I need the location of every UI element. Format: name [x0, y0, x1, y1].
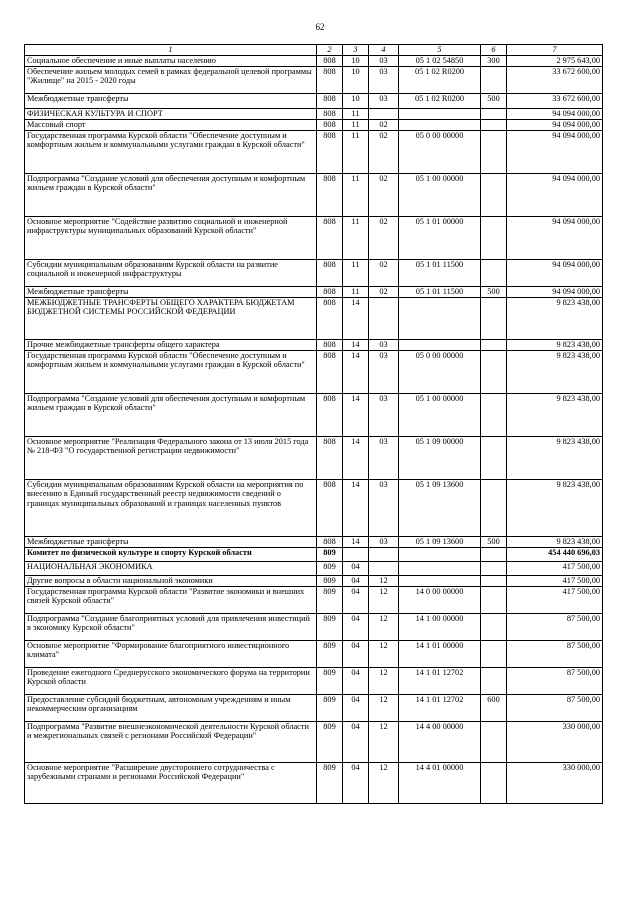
row-ministry-cell: 809: [317, 722, 343, 763]
row-ministry-cell: 808: [317, 217, 343, 260]
row-subsection-cell: [369, 298, 399, 340]
row-expense-type-cell: [481, 641, 507, 668]
row-target-article-cell: 05 0 00 00000: [399, 131, 481, 174]
table-row: [25, 576, 603, 587]
row-amount-cell: 330 000,00: [507, 763, 603, 804]
row-name-cell: Основное мероприятие "Формирование благоприятного инвестиционного климата": [25, 641, 317, 668]
row-section-cell: 04: [343, 614, 369, 641]
row-section-cell: 14: [343, 298, 369, 340]
row-section-cell: 11: [343, 217, 369, 260]
row-section-cell: 11: [343, 131, 369, 174]
row-ministry-cell: 808: [317, 351, 343, 394]
row-subsection-cell: 12: [369, 763, 399, 804]
row-expense-type-cell: 600: [481, 695, 507, 722]
col-header-amount: 7: [507, 45, 603, 56]
row-target-article-cell: 05 1 01 11500: [399, 287, 481, 298]
row-amount-cell: 417 500,00: [507, 562, 603, 576]
row-section-cell: 04: [343, 668, 369, 695]
row-ministry-cell: 808: [317, 94, 343, 109]
table-row: [25, 120, 603, 131]
row-subsection-cell: 02: [369, 174, 399, 217]
row-subsection-cell: [369, 562, 399, 576]
budget-table: [24, 44, 603, 804]
row-subsection-cell: 03: [369, 351, 399, 394]
row-subsection-cell: 03: [369, 94, 399, 109]
table-row: [25, 67, 603, 94]
row-amount-cell: 417 500,00: [507, 587, 603, 614]
row-target-article-cell: [399, 298, 481, 340]
row-name-cell: Подпрограмма "Развитие внешнеэкономической деятельности Курской области и межрегиональных связей с регионами Российской Федерации": [25, 722, 317, 763]
row-subsection-cell: 02: [369, 131, 399, 174]
row-name-cell: Основное мероприятие "Реализация Федерального закона от 13 июля 2015 года № 218-ФЗ "О государственной регистрации недвижимости": [25, 437, 317, 480]
row-name-cell: Основное мероприятие "Содействие развитию социальной и инженерной инфраструктуры муниципальных образований Курской области": [25, 217, 317, 260]
row-ministry-cell: 809: [317, 587, 343, 614]
col-header-expense-type: 6: [481, 45, 507, 56]
row-ministry-cell: 808: [317, 109, 343, 120]
table-row: [25, 614, 603, 641]
row-amount-cell: 33 672 600,00: [507, 94, 603, 109]
row-section-cell: 04: [343, 562, 369, 576]
row-section-cell: 14: [343, 394, 369, 437]
table-row: [25, 641, 603, 668]
row-section-cell: 14: [343, 480, 369, 537]
header-row: [25, 45, 603, 56]
row-name-cell: Субсидии муниципальным образованиям Курской области на развитие социальной и инженерной инфраструктуры: [25, 260, 317, 287]
row-target-article-cell: [399, 109, 481, 120]
row-subsection-cell: 12: [369, 695, 399, 722]
row-amount-cell: 94 094 000,00: [507, 287, 603, 298]
table-row: [25, 260, 603, 287]
row-name-cell: Обеспечение жильем молодых семей в рамках федеральной целевой программы "Жилище" на 2015 - 2020 годы: [25, 67, 317, 94]
row-name-cell: Основное мероприятие "Расширение двустороннего сотрудничества с зарубежными странами и регионами Российской Федерации": [25, 763, 317, 804]
row-subsection-cell: 02: [369, 217, 399, 260]
row-name-cell: Массовый спорт: [25, 120, 317, 131]
table-row: [25, 109, 603, 120]
row-amount-cell: 330 000,00: [507, 722, 603, 763]
row-target-article-cell: 05 1 02 R0200: [399, 67, 481, 94]
row-target-article-cell: 05 1 00 00000: [399, 174, 481, 217]
col-header-subsection: 4: [369, 45, 399, 56]
row-section-cell: 11: [343, 109, 369, 120]
row-expense-type-cell: [481, 614, 507, 641]
row-target-article-cell: 14 1 00 00000: [399, 614, 481, 641]
row-name-cell: Подпрограмма "Создание условий для обеспечения доступным и комфортным жильем граждан в Курской области": [25, 174, 317, 217]
row-subsection-cell: 12: [369, 722, 399, 763]
row-ministry-cell: 809: [317, 763, 343, 804]
row-section-cell: 10: [343, 94, 369, 109]
row-subsection-cell: 03: [369, 480, 399, 537]
row-target-article-cell: 05 1 00 00000: [399, 394, 481, 437]
row-amount-cell: 87 500,00: [507, 668, 603, 695]
row-amount-cell: 33 672 600,00: [507, 67, 603, 94]
row-target-article-cell: 05 1 02 54850: [399, 56, 481, 67]
row-ministry-cell: 808: [317, 260, 343, 287]
row-expense-type-cell: [481, 131, 507, 174]
row-name-cell: Предоставление субсидий бюджетным, автономным учреждениям и иным некоммерческим организациям: [25, 695, 317, 722]
row-subsection-cell: [369, 109, 399, 120]
row-expense-type-cell: [481, 437, 507, 480]
row-target-article-cell: [399, 562, 481, 576]
row-name-cell: Подпрограмма "Создание условий для обеспечения доступным и комфортным жильем граждан в Курской области": [25, 394, 317, 437]
table-row: [25, 287, 603, 298]
table-row: [25, 340, 603, 351]
row-ministry-cell: 809: [317, 668, 343, 695]
row-section-cell: 04: [343, 587, 369, 614]
row-target-article-cell: [399, 340, 481, 351]
row-subsection-cell: 12: [369, 614, 399, 641]
table-row: [25, 298, 603, 340]
row-name-cell: МЕЖБЮДЖЕТНЫЕ ТРАНСФЕРТЫ ОБЩЕГО ХАРАКТЕРА БЮДЖЕТАМ БЮДЖЕТНОЙ СИСТЕМЫ РОССИЙСКОЙ ФЕДЕРАЦИИ: [25, 298, 317, 340]
row-amount-cell: 454 440 696,03: [507, 548, 603, 562]
row-ministry-cell: 809: [317, 548, 343, 562]
row-amount-cell: 87 500,00: [507, 695, 603, 722]
row-section-cell: 04: [343, 722, 369, 763]
row-expense-type-cell: 300: [481, 56, 507, 67]
col-header-name: 1: [25, 45, 317, 56]
row-expense-type-cell: [481, 394, 507, 437]
row-name-cell: Государственная программа Курской области "Развитие экономики и внешних связей Курской области": [25, 587, 317, 614]
row-name-cell: Межбюджетные трансферты: [25, 94, 317, 109]
row-expense-type-cell: [481, 548, 507, 562]
row-subsection-cell: 03: [369, 394, 399, 437]
row-amount-cell: 94 094 000,00: [507, 109, 603, 120]
row-ministry-cell: 808: [317, 480, 343, 537]
row-subsection-cell: 03: [369, 437, 399, 480]
row-section-cell: 04: [343, 695, 369, 722]
row-subsection-cell: 12: [369, 668, 399, 695]
row-target-article-cell: 05 1 02 R0200: [399, 94, 481, 109]
row-section-cell: 14: [343, 537, 369, 548]
row-name-cell: Межбюджетные трансферты: [25, 537, 317, 548]
col-header-ministry: 2: [317, 45, 343, 56]
row-ministry-cell: 809: [317, 614, 343, 641]
row-expense-type-cell: 500: [481, 94, 507, 109]
row-amount-cell: 9 823 438,00: [507, 537, 603, 548]
table-row: [25, 174, 603, 217]
row-ministry-cell: 808: [317, 340, 343, 351]
row-expense-type-cell: [481, 722, 507, 763]
row-section-cell: 14: [343, 351, 369, 394]
table-row: [25, 56, 603, 67]
row-name-cell: Государственная программа Курской области "Обеспечение доступным и комфортным жильем и коммунальными услугами граждан в Курской области": [25, 351, 317, 394]
row-amount-cell: 87 500,00: [507, 641, 603, 668]
row-subsection-cell: 03: [369, 340, 399, 351]
row-subsection-cell: 02: [369, 260, 399, 287]
row-name-cell: Подпрограмма "Создание благоприятных условий для привлечения инвестиций в экономику Курской области": [25, 614, 317, 641]
table-row: [25, 217, 603, 260]
table-row: [25, 548, 603, 562]
row-target-article-cell: 05 1 01 00000: [399, 217, 481, 260]
row-section-cell: 11: [343, 174, 369, 217]
row-amount-cell: 94 094 000,00: [507, 217, 603, 260]
row-ministry-cell: 808: [317, 394, 343, 437]
row-expense-type-cell: [481, 587, 507, 614]
row-target-article-cell: 05 0 00 00000: [399, 351, 481, 394]
row-subsection-cell: 03: [369, 537, 399, 548]
row-section-cell: 04: [343, 763, 369, 804]
row-name-cell: ФИЗИЧЕСКАЯ КУЛЬТУРА И СПОРТ: [25, 109, 317, 120]
row-expense-type-cell: [481, 562, 507, 576]
table-row: [25, 351, 603, 394]
row-amount-cell: 9 823 438,00: [507, 340, 603, 351]
row-expense-type-cell: 500: [481, 537, 507, 548]
row-section-cell: 10: [343, 56, 369, 67]
table-row: [25, 587, 603, 614]
row-target-article-cell: [399, 120, 481, 131]
row-target-article-cell: 05 1 09 13600: [399, 480, 481, 537]
table-row: [25, 394, 603, 437]
row-ministry-cell: 808: [317, 174, 343, 217]
row-subsection-cell: 02: [369, 287, 399, 298]
row-expense-type-cell: [481, 480, 507, 537]
row-expense-type-cell: [481, 120, 507, 131]
row-target-article-cell: [399, 576, 481, 587]
row-name-cell: Субсидии муниципальным образованиям Курской области на мероприятия по внесению в Единый государственный реестр недвижимости сведений о границах муниципальных образований и границах населенных пунктов: [25, 480, 317, 537]
table-row: [25, 537, 603, 548]
row-section-cell: 11: [343, 287, 369, 298]
table-row: [25, 437, 603, 480]
row-subsection-cell: 03: [369, 56, 399, 67]
table-row: [25, 763, 603, 804]
row-section-cell: 10: [343, 67, 369, 94]
row-amount-cell: 9 823 438,00: [507, 394, 603, 437]
table-row: [25, 562, 603, 576]
row-name-cell: Проведение ежегодного Среднерусского экономического форума на территории Курской области: [25, 668, 317, 695]
row-name-cell: Государственная программа Курской области "Обеспечение доступным и комфортным жильем и коммунальными услугами граждан в Курской области": [25, 131, 317, 174]
page-number: 62: [315, 22, 325, 32]
row-target-article-cell: 14 1 01 12702: [399, 668, 481, 695]
table-row: [25, 668, 603, 695]
row-amount-cell: 2 975 643,00: [507, 56, 603, 67]
row-amount-cell: 87 500,00: [507, 614, 603, 641]
row-name-cell: Межбюджетные трансферты: [25, 287, 317, 298]
row-amount-cell: 9 823 438,00: [507, 437, 603, 480]
row-expense-type-cell: [481, 351, 507, 394]
row-amount-cell: 9 823 438,00: [507, 351, 603, 394]
table-row: [25, 131, 603, 174]
row-amount-cell: 9 823 438,00: [507, 298, 603, 340]
row-subsection-cell: 12: [369, 587, 399, 614]
row-section-cell: 04: [343, 641, 369, 668]
col-header-section: 3: [343, 45, 369, 56]
row-target-article-cell: 14 0 00 00000: [399, 587, 481, 614]
row-amount-cell: 94 094 000,00: [507, 260, 603, 287]
row-expense-type-cell: [481, 174, 507, 217]
row-target-article-cell: 05 1 09 00000: [399, 437, 481, 480]
row-subsection-cell: [369, 548, 399, 562]
row-ministry-cell: 808: [317, 120, 343, 131]
table-row: [25, 722, 603, 763]
row-name-cell: Социальное обеспечение и иные выплаты населению: [25, 56, 317, 67]
row-target-article-cell: 14 4 00 00000: [399, 722, 481, 763]
row-expense-type-cell: [481, 67, 507, 94]
row-ministry-cell: 808: [317, 56, 343, 67]
row-subsection-cell: 03: [369, 67, 399, 94]
row-target-article-cell: 14 1 01 12702: [399, 695, 481, 722]
row-section-cell: 14: [343, 340, 369, 351]
row-ministry-cell: 809: [317, 562, 343, 576]
row-section-cell: 14: [343, 437, 369, 480]
row-ministry-cell: 809: [317, 576, 343, 587]
table-row: [25, 94, 603, 109]
row-section-cell: 04: [343, 576, 369, 587]
row-ministry-cell: 808: [317, 131, 343, 174]
row-name-cell: НАЦИОНАЛЬНАЯ ЭКОНОМИКА: [25, 562, 317, 576]
row-section-cell: 11: [343, 260, 369, 287]
row-ministry-cell: 809: [317, 641, 343, 668]
row-expense-type-cell: [481, 109, 507, 120]
row-subsection-cell: 02: [369, 120, 399, 131]
row-amount-cell: 94 094 000,00: [507, 120, 603, 131]
row-target-article-cell: 05 1 01 11500: [399, 260, 481, 287]
row-ministry-cell: 808: [317, 437, 343, 480]
table-row: [25, 695, 603, 722]
row-section-cell: [343, 548, 369, 562]
row-subsection-cell: 12: [369, 641, 399, 668]
table-body: [25, 56, 603, 804]
row-target-article-cell: 14 1 01 00000: [399, 641, 481, 668]
row-target-article-cell: 14 4 01 00000: [399, 763, 481, 804]
row-expense-type-cell: [481, 668, 507, 695]
row-expense-type-cell: [481, 340, 507, 351]
row-expense-type-cell: 500: [481, 287, 507, 298]
row-amount-cell: 94 094 000,00: [507, 131, 603, 174]
row-expense-type-cell: [481, 260, 507, 287]
row-expense-type-cell: [481, 576, 507, 587]
row-amount-cell: 417 500,00: [507, 576, 603, 587]
row-ministry-cell: 809: [317, 695, 343, 722]
row-subsection-cell: 12: [369, 576, 399, 587]
row-section-cell: 11: [343, 120, 369, 131]
row-ministry-cell: 808: [317, 287, 343, 298]
row-expense-type-cell: [481, 217, 507, 260]
row-expense-type-cell: [481, 298, 507, 340]
row-target-article-cell: [399, 548, 481, 562]
row-ministry-cell: 808: [317, 537, 343, 548]
table-row: [25, 480, 603, 537]
row-target-article-cell: 05 1 09 13600: [399, 537, 481, 548]
row-expense-type-cell: [481, 763, 507, 804]
row-name-cell: Прочие межбюджетные трансферты общего характера: [25, 340, 317, 351]
row-amount-cell: 94 094 000,00: [507, 174, 603, 217]
row-ministry-cell: 808: [317, 67, 343, 94]
row-ministry-cell: 808: [317, 298, 343, 340]
row-name-cell: Комитет по физической культуре и спорту Курской области: [25, 548, 317, 562]
col-header-target-article: 5: [399, 45, 481, 56]
row-name-cell: Другие вопросы в области национальной экономики: [25, 576, 317, 587]
row-amount-cell: 9 823 438,00: [507, 480, 603, 537]
